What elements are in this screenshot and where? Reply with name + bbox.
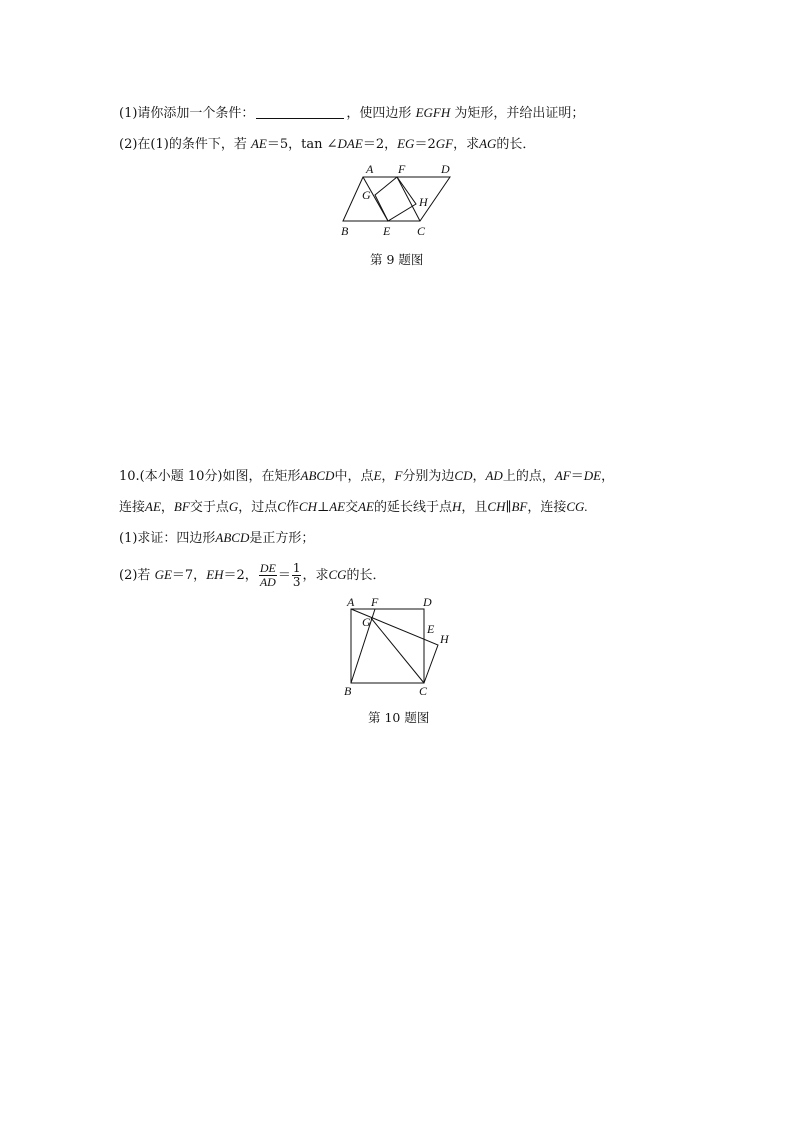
- text: ，求: [302, 568, 329, 583]
- label-c: C: [419, 684, 428, 698]
- text: ＝: [570, 469, 584, 484]
- text: 上的点，: [502, 469, 555, 484]
- math-var: G: [228, 499, 239, 514]
- label-g: G: [362, 188, 371, 202]
- text: ＝2，: [223, 568, 258, 583]
- math-var: F: [394, 468, 403, 483]
- math-var: AG: [479, 136, 497, 151]
- math-var: H: [452, 499, 462, 514]
- label-b: B: [341, 224, 349, 238]
- math-var: EGFH: [415, 105, 451, 120]
- math-var: ABCD: [215, 530, 250, 545]
- label-e: E: [383, 224, 391, 238]
- text: 为矩形，并给出证明；: [454, 106, 585, 121]
- label-g: G: [362, 615, 371, 629]
- label-a: A: [366, 162, 374, 176]
- math-var: AD: [485, 468, 503, 483]
- math-var: CH∥BF: [487, 499, 528, 514]
- fraction-denominator: 3: [292, 575, 301, 589]
- label-b: B: [344, 684, 352, 698]
- text: 连接: [119, 500, 146, 515]
- math-var: ABCD: [300, 468, 335, 483]
- text: ＝: [277, 568, 291, 583]
- label-h: H: [440, 632, 449, 646]
- text: ，: [472, 469, 486, 484]
- text: ，使四边形: [346, 106, 412, 121]
- label-f: F: [371, 595, 379, 609]
- label-e: E: [427, 622, 435, 636]
- math-var: GF: [435, 136, 454, 151]
- text: 是正方形；: [249, 531, 315, 546]
- fraction-numerator: 1: [292, 561, 301, 575]
- text: 中，点: [334, 469, 374, 484]
- text: ，求: [453, 137, 480, 152]
- math-var: E: [373, 468, 382, 483]
- math-var: DE: [583, 468, 602, 483]
- text: ，过点: [238, 500, 278, 515]
- text: ＝2，: [362, 137, 398, 152]
- text: 分别为边: [402, 469, 455, 484]
- text: ，: [601, 469, 615, 484]
- figure-9-caption: 第 9 题图: [370, 252, 424, 267]
- text: 的延长线于点: [374, 500, 453, 515]
- text: ，且: [461, 500, 488, 515]
- figure-10-caption: 第 10 题图: [368, 710, 430, 725]
- label-h: H: [419, 195, 428, 209]
- text: (2)在(1)的条件下，若: [119, 137, 247, 152]
- text: (1)求证：四边形: [119, 531, 216, 546]
- fraction-denominator: AD: [259, 575, 276, 589]
- label-a: A: [347, 595, 355, 609]
- math-var: EH: [206, 567, 224, 582]
- text: (2)若: [119, 568, 151, 583]
- text: 作: [285, 500, 299, 515]
- math-var: GE: [154, 567, 172, 582]
- text: 10.(本小题 10分)如图，在矩形: [119, 469, 301, 484]
- math-var: C: [277, 499, 286, 514]
- math-var: DAE: [337, 136, 363, 151]
- math-var: AF: [554, 468, 571, 483]
- math-var: AE: [358, 499, 374, 514]
- math-var: EG: [397, 136, 415, 151]
- label-d: D: [423, 595, 432, 609]
- text: 的长．: [496, 137, 536, 152]
- math-var: BF: [173, 499, 190, 514]
- text: 的长．: [346, 568, 386, 583]
- math-var: CG.: [566, 499, 588, 514]
- text: ＝2: [414, 137, 436, 152]
- text: ，连接: [527, 500, 567, 515]
- math-var: AE: [145, 499, 161, 514]
- math-var: AE: [250, 136, 267, 151]
- math-var: CH⊥AE: [298, 499, 346, 514]
- math-var: CD: [454, 468, 473, 483]
- text: ＝5，tan ∠: [266, 137, 338, 152]
- fraction-numerator: DE: [259, 561, 276, 575]
- text: ，: [381, 469, 395, 484]
- text: 交于点: [189, 500, 229, 515]
- math-var: CG: [328, 567, 347, 582]
- text: ＝7，: [171, 568, 207, 583]
- label-f: F: [398, 162, 406, 176]
- text: (1)请你添加一个条件：: [119, 106, 255, 121]
- label-c: C: [417, 224, 426, 238]
- text: ，: [160, 500, 174, 515]
- text: 交: [345, 500, 359, 515]
- label-d: D: [441, 162, 450, 176]
